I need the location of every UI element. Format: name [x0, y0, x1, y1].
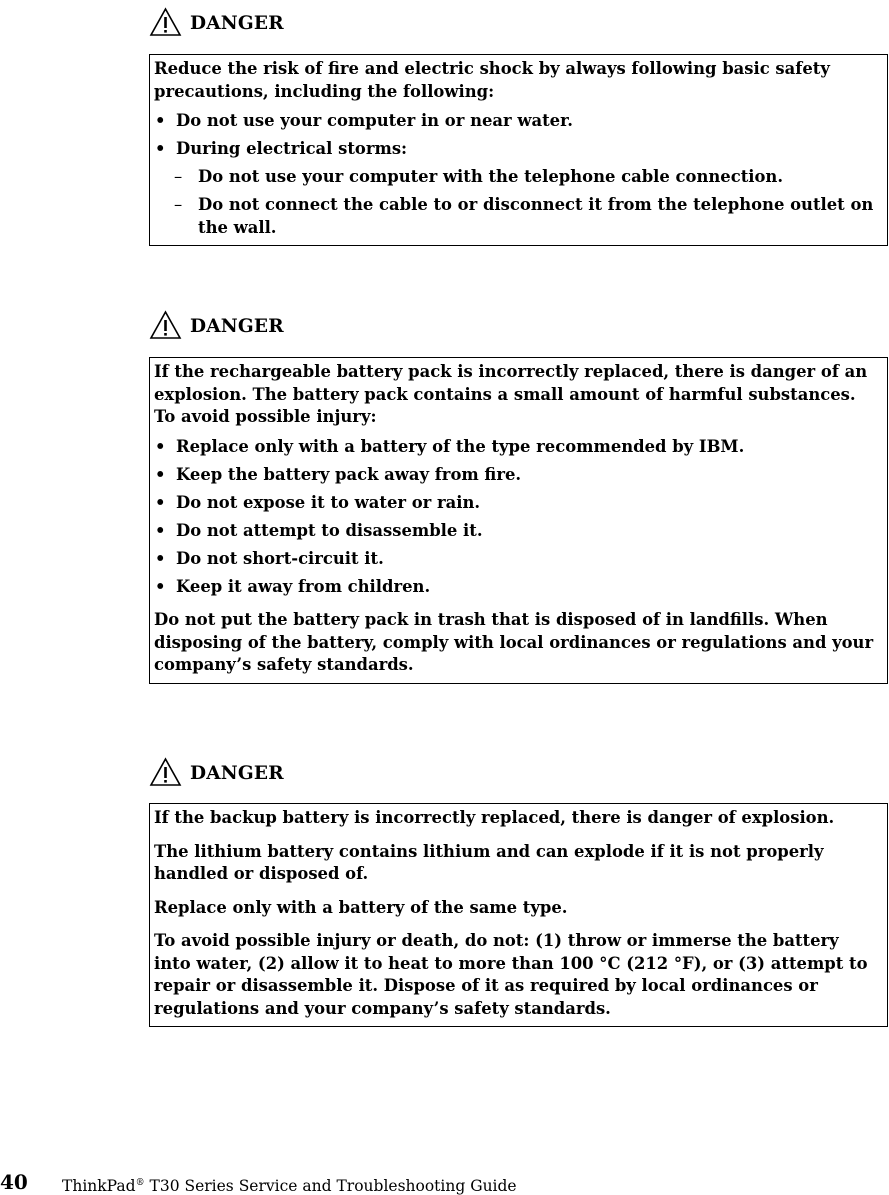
list-item: • Do not attempt to disassemble it. [154, 520, 881, 543]
bullet-mark: • [155, 464, 166, 484]
bullet-mark: • [155, 548, 166, 568]
danger-intro: If the rechargeable battery pack is incorrectly replaced, there is danger of an explosion. The battery pack contains a small amount of harmful substances. To avoid possible injury: [154, 362, 868, 426]
danger-heading [149, 757, 888, 787]
warning-triangle-icon [149, 310, 182, 340]
danger-paragraph: If the backup battery is incorrectly replaced, there is danger of explosion. [154, 808, 835, 827]
list-item: • During electrical storms: [154, 138, 881, 161]
warning-triangle-icon [149, 757, 182, 787]
danger-closing: Do not put the battery pack in trash that is disposed of in landfills. When disposing of the battery, comply with local ordinances or regulations and your company’s safety standards. [154, 610, 874, 674]
bullet-list [154, 110, 881, 239]
bullet-mark: • [155, 520, 166, 540]
danger-label: DANGER [190, 13, 284, 34]
list-item: • Do not short-circuit it. [154, 548, 881, 571]
danger-section-1 [149, 7, 888, 246]
bullet-mark: • [155, 111, 166, 130]
danger-label: DANGER [190, 316, 284, 337]
bullet-list [154, 436, 881, 599]
danger-section-3 [149, 757, 888, 1027]
bullet-mark: • [155, 492, 166, 512]
list-item: • Do not use your computer in or near water. [154, 110, 881, 133]
dash-mark: – [174, 167, 183, 186]
bullet-mark: • [155, 139, 166, 158]
danger-heading [149, 7, 888, 37]
page-number: 40 [0, 1170, 28, 1194]
sub-list-item: – Do not use your computer with the telephone cable connection. [154, 166, 881, 189]
page-footer [0, 1171, 889, 1193]
sub-list-item: – Do not connect the cable to or disconnect it from the telephone outlet on the wall. [174, 195, 874, 237]
warning-triangle-icon [149, 7, 182, 37]
list-item: • Keep it away from children. [154, 576, 881, 599]
danger-paragraph: To avoid possible injury or death, do not: (1) throw or immerse the battery into water, (2) allow it to heat to more than 100 °C (212 °F), or (3) attempt to repair or disassemble it. Dispose of it as required by local ordinances or regulations and your company’s safety standards. [154, 931, 868, 1018]
danger-box [149, 803, 888, 1027]
dash-mark: – [174, 195, 183, 214]
danger-box [149, 357, 888, 684]
document-title: ThinkPad® T30 Series Service and Troubleshooting Guide [62, 1177, 517, 1195]
list-item: • Replace only with a battery of the type recommended by IBM. [154, 436, 881, 459]
danger-paragraph: Replace only with a battery of the same type. [154, 897, 568, 917]
registered-mark: ® [135, 1178, 145, 1188]
list-item: • Keep the battery pack away from fire. [154, 464, 881, 487]
danger-intro: Reduce the risk of fire and electric shock by always following basic safety precautions, including the following: [154, 59, 830, 101]
danger-box [149, 54, 888, 246]
bullet-mark: • [155, 436, 166, 456]
danger-label: DANGER [190, 763, 284, 784]
list-item: • Do not expose it to water or rain. [154, 492, 881, 515]
danger-paragraph: The lithium battery contains lithium and can explode if it is not properly handled or disposed of. [154, 841, 824, 883]
danger-section-2 [149, 310, 888, 684]
bullet-mark: • [155, 576, 166, 596]
danger-heading [149, 310, 888, 340]
